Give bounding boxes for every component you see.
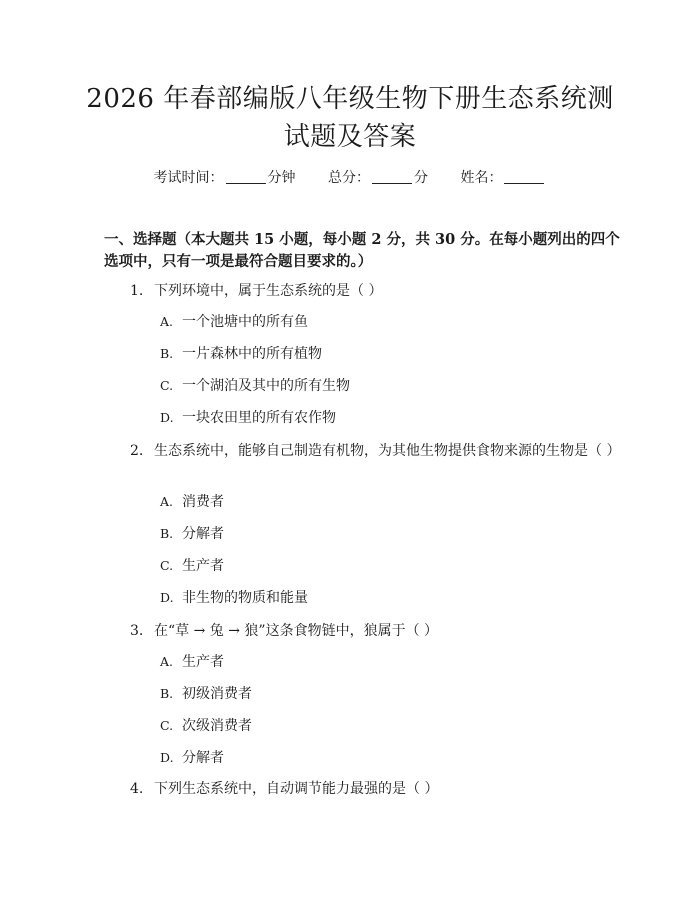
option-text: 次级消费者 — [182, 718, 252, 734]
question-1-option-c — [160, 376, 350, 396]
exam-time-label: 考试时间： — [153, 170, 224, 186]
question-3-option-c — [160, 716, 252, 736]
option-text: 初级消费者 — [182, 686, 252, 702]
student-name-blank — [504, 169, 544, 184]
option-text: 分解者 — [182, 526, 224, 542]
option-letter: B. — [160, 526, 174, 541]
question-1 — [104, 280, 624, 302]
option-text: 生产者 — [182, 558, 224, 574]
option-text: 分解者 — [182, 750, 224, 766]
question-4 — [104, 778, 624, 800]
option-letter: A. — [160, 654, 174, 669]
student-name-label: 姓名： — [460, 170, 503, 186]
exam-time-unit: 分钟 — [267, 170, 296, 186]
question-number: 2. — [130, 443, 144, 459]
question-3-option-a — [160, 652, 224, 672]
question-text: 在“草 → 兔 → 狼”这条食物链中，狼属于（ ） — [154, 623, 439, 639]
option-text: 一个池塘中的所有鱼 — [182, 314, 308, 330]
exam-meta — [0, 168, 700, 188]
question-2-option-b — [160, 524, 224, 544]
option-text: 一片森林中的所有植物 — [182, 346, 322, 362]
document-title-line-2: 试题及答案 — [283, 122, 417, 152]
question-2-option-a — [160, 492, 224, 512]
total-score-blank — [372, 169, 412, 184]
question-text: 生态系统中，能够自己制造有机物，为其他生物提供食物来源的生物是（ ） — [154, 443, 621, 459]
option-letter: B. — [160, 686, 174, 701]
exam-time-blank — [226, 169, 266, 184]
option-text: 一块农田里的所有农作物 — [182, 410, 336, 426]
question-number: 3. — [130, 623, 144, 639]
option-letter: C. — [160, 718, 174, 733]
section-1-heading: 一、选择题（本大题共 15 小题，每小题 2 分，共 30 分。在每小题列出的四个选项中，只有一项是最符合题目要求的。） — [104, 231, 620, 270]
question-1-option-d — [160, 408, 336, 428]
option-text: 一个湖泊及其中的所有生物 — [182, 378, 350, 394]
question-2-option-d — [160, 588, 308, 608]
option-letter: C. — [160, 558, 174, 573]
option-text: 生产者 — [182, 654, 224, 670]
document-title-line-1: 2026 年春部编版八年级生物下册生态系统测 — [86, 84, 614, 114]
question-number: 4. — [130, 781, 144, 797]
option-letter: B. — [160, 346, 174, 361]
question-1-option-a — [160, 312, 308, 332]
question-3-option-d — [160, 748, 224, 768]
option-text: 非生物的物质和能量 — [182, 590, 308, 606]
total-score-unit: 分 — [414, 170, 428, 186]
option-text: 消费者 — [182, 494, 224, 510]
total-score-label: 总分： — [328, 170, 370, 186]
student-name — [460, 170, 546, 186]
question-text: 下列生态系统中，自动调节能力最强的是（ ） — [154, 781, 439, 797]
exam-time — [154, 170, 300, 186]
option-letter: D. — [160, 750, 174, 765]
option-letter: D. — [160, 410, 174, 425]
total-score — [328, 170, 432, 186]
option-letter: C. — [160, 378, 174, 393]
question-number: 1. — [130, 283, 144, 299]
question-3 — [104, 620, 624, 642]
option-letter: A. — [160, 494, 174, 509]
question-text: 下列环境中，属于生态系统的是（ ） — [154, 283, 383, 299]
question-2 — [104, 440, 624, 462]
option-letter: A. — [160, 314, 174, 329]
question-3-option-b — [160, 684, 252, 704]
question-2-option-c — [160, 556, 224, 576]
question-1-option-b — [160, 344, 322, 364]
option-letter: D. — [160, 590, 174, 605]
